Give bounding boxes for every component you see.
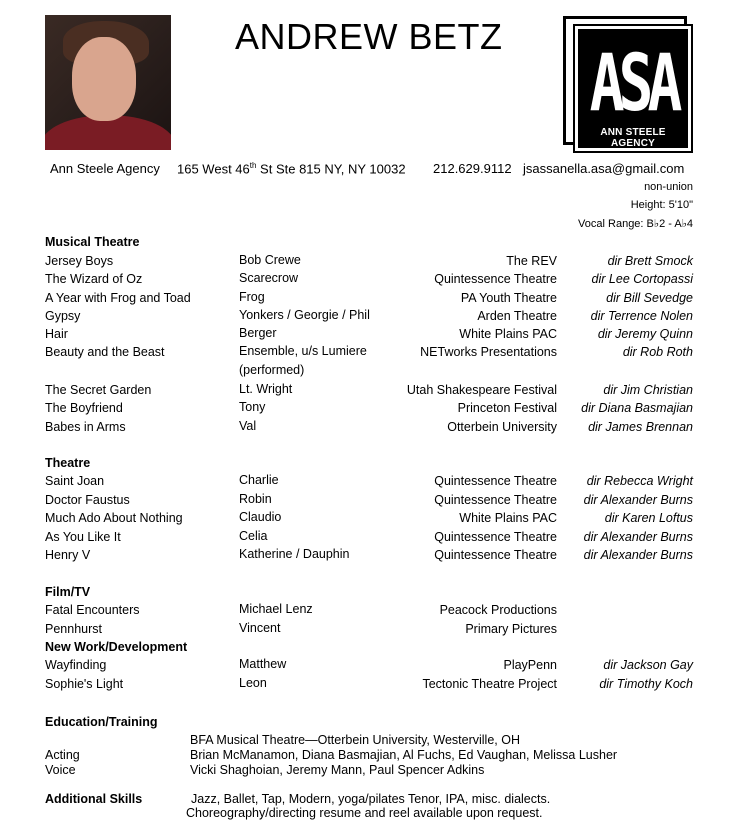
credit-show: Jersey Boys — [45, 254, 114, 268]
credit-venue: Tectonic Theatre Project — [422, 677, 557, 691]
credit-venue: Utah Shakespeare Festival — [406, 383, 557, 397]
contact-phone: 212.629.9112 — [433, 161, 512, 176]
credit-role: Scarecrow — [239, 271, 299, 285]
credit-venue: NETworks Presentations — [420, 345, 557, 359]
credit-show: As You Like It — [45, 530, 121, 544]
credit-role: Yonkers / Georgie / Phil — [239, 308, 370, 322]
education-heading: Education/Training — [45, 715, 158, 729]
section-heading-new-work: New Work/Development — [45, 640, 188, 654]
acting-teachers: Brian McManamon, Diana Basmajian, Al Fuchs, Ed Vaughan, Melissa Lusher — [190, 748, 618, 762]
credit-show: Much Ado About Nothing — [45, 511, 183, 525]
credit-director: dir Rebecca Wright — [586, 474, 693, 488]
credit-director: dir Brett Smock — [607, 254, 693, 268]
section-heading-musical-theatre: Musical Theatre — [45, 235, 140, 249]
headshot-photo — [45, 15, 171, 150]
credit-role: Celia — [239, 529, 268, 543]
credit-venue: PlayPenn — [503, 658, 557, 672]
credit-show: Doctor Faustus — [45, 493, 130, 507]
credit-director: dir Jim Christian — [603, 383, 693, 397]
credit-director: dir Diana Basmajian — [581, 401, 693, 415]
logo-letters: ASA — [589, 37, 677, 129]
logo-subtext: ANN STEELE AGENCY — [600, 127, 666, 149]
agency-logo — [563, 16, 691, 151]
credit-venue: Peacock Productions — [439, 603, 557, 617]
credit-director: dir James Brennan — [588, 420, 693, 434]
credit-director: dir Karen Loftus — [604, 511, 693, 525]
credit-venue: Arden Theatre — [477, 309, 557, 323]
credit-venue: The REV — [506, 254, 557, 268]
credit-role: Leon — [239, 676, 267, 690]
credit-show: Fatal Encounters — [45, 603, 140, 617]
credit-director: dir Bill Sevedge — [606, 291, 693, 305]
credit-venue: PA Youth Theatre — [460, 291, 557, 305]
skills-heading: Additional Skills — [45, 792, 143, 806]
credit-role: Vincent — [239, 621, 281, 635]
credit-director: dir Rob Roth — [622, 345, 693, 359]
credit-venue: Quintessence Theatre — [434, 493, 557, 507]
credit-role: Claudio — [239, 510, 282, 524]
voice-label: Voice — [45, 763, 76, 777]
credit-show: The Wizard of Oz — [45, 272, 143, 286]
section-heading-film-tv: Film/TV — [45, 585, 91, 599]
credit-role: Bob Crewe — [239, 253, 301, 267]
skills-line-2: Choreography/directing resume and reel available upon request. — [186, 806, 543, 820]
credit-director: dir Jackson Gay — [603, 658, 693, 672]
credit-director: dir Terrence Nolen — [590, 309, 693, 323]
credit-role: Charlie — [239, 473, 279, 487]
credit-show: Saint Joan — [45, 474, 105, 488]
credit-role: Katherine / Dauphin — [239, 547, 350, 561]
credit-show: Beauty and the Beast — [45, 345, 165, 359]
skills-line-1: Jazz, Ballet, Tap, Modern, yoga/pilates Tenor, IPA, misc. dialects. — [191, 792, 551, 806]
credit-show: Pennhurst — [45, 622, 102, 636]
credit-show: Wayfinding — [45, 658, 107, 672]
credit-show: The Boyfriend — [45, 401, 123, 415]
contact-address: 165 West 46th St Ste 815 NY, NY 10032 — [177, 161, 406, 177]
acting-label: Acting — [45, 748, 80, 762]
credit-director: dir Alexander Burns — [583, 548, 693, 562]
credit-venue: Princeton Festival — [457, 401, 557, 415]
credit-venue: Quintessence Theatre — [434, 272, 557, 286]
credit-director: dir Jeremy Quinn — [597, 327, 693, 341]
credit-show: The Secret Garden — [45, 383, 152, 397]
credit-role: Lt. Wright — [239, 382, 293, 396]
contact-email[interactable]: jsassanella.asa@gmail.com — [523, 161, 685, 176]
credit-role: Val — [239, 419, 257, 433]
education-degree: BFA Musical Theatre—Otterbein University, Westerville, OH — [190, 733, 520, 747]
credit-role: Berger — [239, 326, 277, 340]
credit-role-note: (performed) — [239, 363, 305, 377]
height: Height: 5'10" — [630, 199, 693, 211]
credit-venue: Primary Pictures — [465, 622, 557, 636]
credit-director: dir Alexander Burns — [583, 493, 693, 507]
credit-venue: White Plains PAC — [459, 511, 557, 525]
credit-role: Michael Lenz — [239, 602, 313, 616]
credit-venue: Quintessence Theatre — [434, 530, 557, 544]
contact-agency: Ann Steele Agency — [50, 161, 160, 176]
credit-venue: Quintessence Theatre — [434, 548, 557, 562]
credit-show: Henry V — [45, 548, 91, 562]
credit-role: Frog — [239, 290, 265, 304]
credit-show: Hair — [45, 327, 68, 341]
credit-show: Sophie's Light — [45, 677, 124, 691]
actor-name: ANDREW BETZ — [235, 16, 503, 57]
vocal-range: Vocal Range: B♭2 - A♭4 — [578, 218, 693, 230]
credit-role: Ensemble, u/s Lumiere — [239, 344, 367, 358]
credit-director: dir Lee Cortopassi — [591, 272, 693, 286]
union-status: non-union — [644, 181, 693, 193]
credit-role: Matthew — [239, 657, 287, 671]
credit-venue: White Plains PAC — [459, 327, 557, 341]
credit-director: dir Alexander Burns — [583, 530, 693, 544]
credit-venue: Quintessence Theatre — [434, 474, 557, 488]
credit-director: dir Timothy Koch — [599, 677, 693, 691]
credit-show: Gypsy — [45, 309, 81, 323]
credit-role: Robin — [239, 492, 272, 506]
section-heading-theatre: Theatre — [45, 456, 91, 470]
credit-show: Babes in Arms — [45, 420, 126, 434]
voice-teachers: Vicki Shaghoian, Jeremy Mann, Paul Spencer Adkins — [190, 763, 485, 777]
credit-role: Tony — [239, 400, 266, 414]
credit-venue: Otterbein University — [447, 420, 557, 434]
credit-show: A Year with Frog and Toad — [45, 291, 191, 305]
